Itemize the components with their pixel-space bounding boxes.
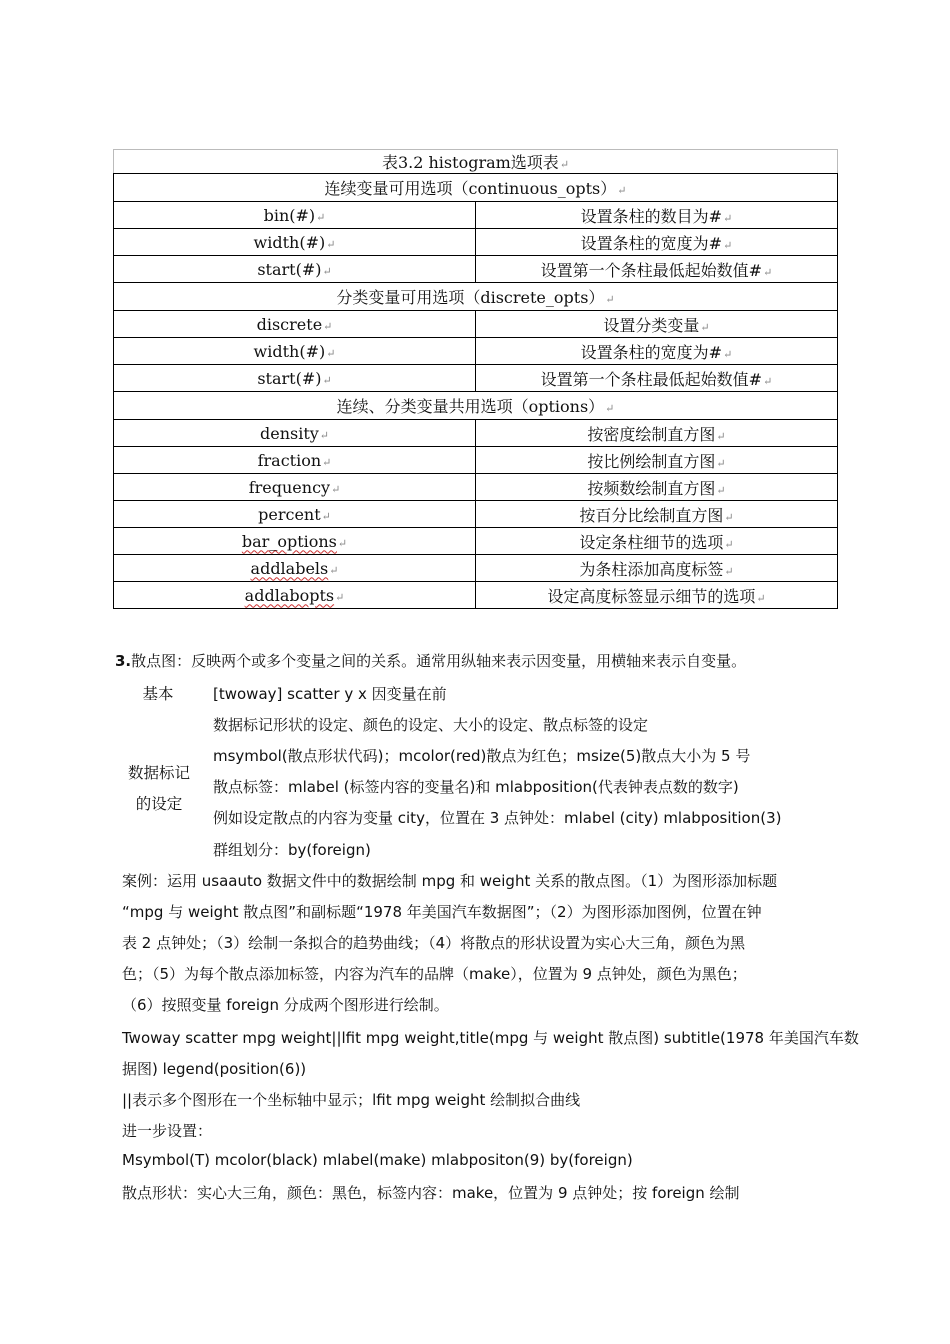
option-name-cell-text: fraction [257,450,322,470]
option-name-cell [114,447,476,474]
paragraph-mark-icon: ↵ [329,563,339,577]
option-desc-cell-text: 按频数绘制直方图 [587,478,716,498]
option-name-cell-text: percent [258,504,321,524]
option-name-cell [114,202,476,229]
paragraph-mark-icon: ↵ [319,428,330,442]
paragraph-mark-icon: ↵ [700,320,710,334]
case-line-4: 色；（5）为每个散点添加标签，内容为汽车的品牌（make），位置为 9 点钟处，颜色为黑色； [122,965,747,983]
marker-line-1: 数据标记形状的设定、颜色的设定、大小的设定、散点标签的设定 [213,716,649,734]
option-name-cell [114,420,476,447]
table-caption-text: 表3.2 histogram选项表 [381,153,559,172]
option-name-cell [114,338,476,365]
marker-label-line1: 数据标记 [127,764,190,782]
paragraph-mark-icon: ↵ [724,537,734,551]
option-name-cell-text: start(#) [257,259,322,279]
option-desc-cell-text: 设置第一个条柱最低起始数值# [540,260,763,280]
option-name-cell [114,256,476,283]
table-row [114,447,838,474]
code-line-6: 散点形状：实心大三角，颜色：黑色，标签内容：make，位置为 9 点钟处；按 foreign 绘制 [122,1184,740,1202]
table-caption-row [114,150,838,174]
heading-text: 散点图：反映两个或多个变量之间的关系。通常用纵轴来表示因变量，用横轴来表示自变量。 [131,652,747,670]
option-desc-cell [476,365,838,392]
code-line-1: Twoway scatter mpg weight||lfit mpg weight,title(mpg 与 weight 散点图) subtitle(1978 年美国汽车数 [122,1029,859,1047]
paragraph-mark-icon: ↵ [605,293,615,306]
paragraph-mark-icon: ↵ [323,319,333,333]
option-desc-cell [476,338,838,365]
option-name-cell [114,528,476,555]
scatter-heading [115,650,746,671]
table-caption [114,150,838,174]
marker-line-3: 散点标签：mlabel (标签内容的变量名)和 mlabposition(代表钟表点数的数字) [213,778,739,796]
table-row [114,501,838,528]
paragraph-mark-icon: ↵ [716,429,726,443]
option-desc-cell-text: 设置条柱的宽度为# [580,342,723,362]
option-desc-cell-text: 设定高度标签显示细节的选项 [547,586,756,606]
option-desc-cell [476,202,838,229]
section-title-text: 分类变量可用选项（discrete_opts） [336,288,605,307]
paragraph-mark-icon: ↵ [723,238,733,252]
paragraph-mark-icon: ↵ [763,374,773,388]
option-desc-cell-text: 为条柱添加高度标签 [579,559,724,579]
option-desc-cell-text: 设置分类变量 [603,315,700,335]
heading-number: 3. [115,652,132,670]
option-desc-cell-text: 设定条柱细节的选项 [579,532,724,552]
paragraph-mark-icon: ↵ [337,536,348,550]
option-desc-cell [476,311,838,338]
table-row [114,229,838,256]
paragraph-mark-icon: ↵ [724,510,734,524]
option-name-cell [114,501,476,528]
section-title [114,392,838,420]
paragraph-mark-icon: ↵ [326,346,336,360]
case-line-1: 案例：运用 usaauto 数据文件中的数据绘制 mpg 和 weight 关系的散点图。（1）为图形添加标题 [122,872,778,890]
option-desc-cell-text: 按密度绘制直方图 [587,424,716,444]
table-section-row [114,392,838,420]
paragraph-mark-icon: ↵ [723,347,733,361]
option-desc-cell [476,447,838,474]
option-desc-cell-text: 设置条柱的宽度为# [580,233,723,253]
option-name-cell [114,474,476,501]
table-section-row [114,174,838,202]
basic-label: 基本 [142,685,174,703]
option-name-cell-text: width(#) [253,341,326,361]
option-desc-cell [476,528,838,555]
paragraph-mark-icon: ↵ [617,184,627,197]
option-desc-cell-text: 按比例绘制直方图 [587,451,716,471]
option-name-cell-text: density [259,423,319,443]
paragraph-mark-icon: ↵ [605,402,615,415]
marker-line-5: 群组划分：by(foreign) [213,841,371,859]
marker-line-4: 例如设定散点的内容为变量 city，位置在 3 点钟处：mlabel (city) mlabposition(3) [213,809,782,827]
case-line-5: （6）按照变量 foreign 分成两个图形进行绘制。 [122,996,449,1014]
option-name-cell-text: width(#) [253,232,326,252]
option-name-cell [114,229,476,256]
table-row [114,420,838,447]
table-row [114,528,838,555]
option-name-cell [114,311,476,338]
basic-text: [twoway] scatter y x 因变量在前 [213,685,447,703]
table-row [114,256,838,283]
section-title [114,174,838,202]
paragraph-mark-icon: ↵ [335,590,345,604]
table-row [114,474,838,501]
paragraph-mark-icon: ↵ [326,237,336,251]
option-name-cell [114,582,476,609]
code-line-4: 进一步设置： [122,1122,213,1140]
option-name-cell-text: start(#) [257,368,322,388]
marker-label-line2: 的设定 [135,795,183,813]
option-name-cell-text: addlabopts [244,585,335,605]
option-name-cell-text: bar_options [241,531,337,551]
paragraph-mark-icon: ↵ [322,373,332,387]
option-name-cell-text: addlabels [250,558,329,578]
paragraph-mark-icon: ↵ [763,265,773,279]
option-desc-cell-text: 设置条柱的数目为# [580,206,723,226]
option-desc-cell [476,256,838,283]
table-row [114,582,838,609]
paragraph-mark-icon: ↵ [322,264,332,278]
option-name-cell-text: frequency [248,477,331,497]
code-line-3: ||表示多个图形在一个坐标轴中显示；lfit mpg weight 绘制拟合曲线 [122,1091,581,1109]
paragraph-mark-icon: ↵ [724,564,734,578]
paragraph-mark-icon: ↵ [316,210,326,224]
section-title-text: 连续变量可用选项（continuous_opts） [324,179,617,198]
option-desc-cell [476,555,838,582]
code-line-5: Msymbol(T) mcolor(black) mlabel(make) mlabpositon(9) by(foreign) [122,1151,633,1169]
table-row [114,311,838,338]
paragraph-mark-icon: ↵ [716,456,726,470]
case-line-3: 表 2 点钟处；（3）绘制一条拟合的趋势曲线；（4）将散点的形状设置为实心大三角，颜色为黑 [122,934,746,952]
option-desc-cell [476,501,838,528]
marker-line-2: msymbol(散点形状代码)；mcolor(red)散点为红色；msize(5)散点大小为 5 号 [213,747,751,765]
option-name-cell-text: bin(#) [263,205,316,225]
case-line-2: “mpg 与 weight 散点图”和副标题“1978 年美国汽车数据图”；（2）为图形添加图例，位置在钟 [122,903,762,921]
option-desc-cell [476,229,838,256]
paragraph-mark-icon: ↵ [756,591,766,605]
option-desc-cell [476,582,838,609]
histogram-options-table [113,149,838,609]
section-title [114,283,838,311]
option-desc-cell-text: 设置第一个条柱最低起始数值# [540,369,763,389]
paragraph-mark-icon: ↵ [716,483,726,497]
paragraph-mark-icon: ↵ [723,211,733,225]
table-section-row [114,283,838,311]
section-title-text: 连续、分类变量共用选项（options） [336,397,605,416]
table-row [114,365,838,392]
code-line-2: 据图) legend(position(6)) [122,1060,307,1078]
option-name-cell [114,365,476,392]
option-name-cell [114,555,476,582]
option-desc-cell-text: 按百分比绘制直方图 [579,505,724,525]
table-row [114,338,838,365]
option-desc-cell [476,420,838,447]
option-desc-cell [476,474,838,501]
paragraph-mark-icon: ↵ [331,482,341,496]
table-row [114,555,838,582]
table-row [114,202,838,229]
paragraph-mark-icon: ↵ [321,509,331,523]
paragraph-mark-icon: ↵ [559,158,570,171]
paragraph-mark-icon: ↵ [322,455,332,469]
option-name-cell-text: discrete [256,314,323,334]
